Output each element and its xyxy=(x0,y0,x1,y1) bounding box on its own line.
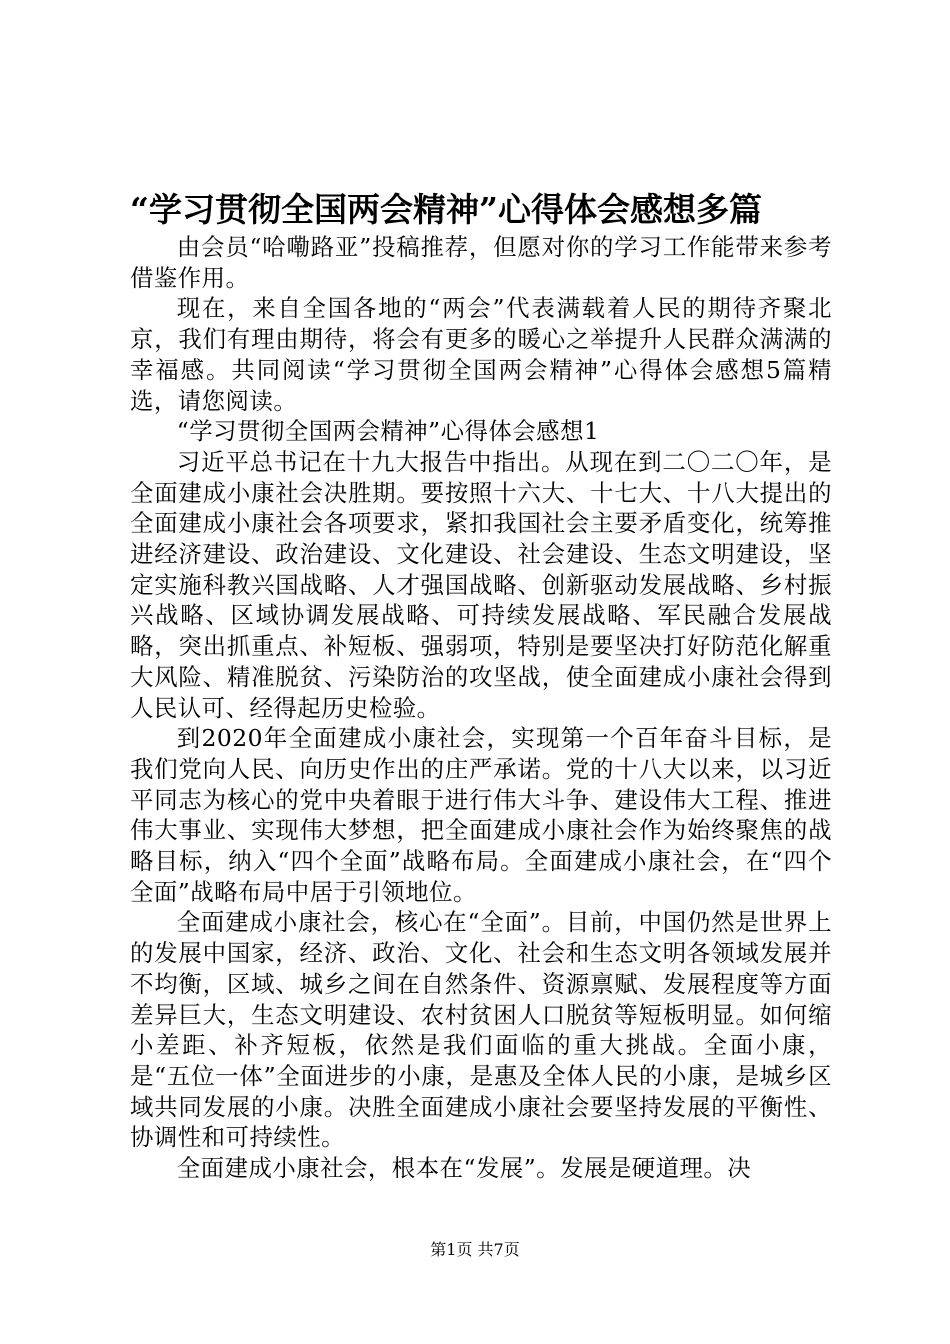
paragraph-lead: 现在，来自全国各地的“两会”代表满载着人民的期待齐聚北京，我们有理由期待，将会有更多的暖心之举提升人民群众满满的幸福感。共同阅读“学习贯彻全国两会精神”心得体会感想5篇精选，请您阅读。 xyxy=(130,294,832,415)
paragraph-intro: 由会员“哈嘞路亚”投稿推荐，但愿对你的学习工作能带来参考借鉴作用。 xyxy=(130,233,832,292)
document-title: “学习贯彻全国两会精神”心得体会感想多篇 xyxy=(130,190,762,229)
section-heading: “学习贯彻全国两会精神”心得体会感想1 xyxy=(176,417,600,446)
page-footer: 第1页 共7页 xyxy=(430,1240,520,1259)
document-body xyxy=(130,232,832,1184)
paragraph-body: 到2020年全面建成小康社会，实现第一个百年奋斗目标，是我们党向人民、向历史作出的庄严承诺。党的十八大以来，以习近平同志为核心的党中央着眼于进行伟大斗争、建设伟大工程、推进伟大事业、实现伟大梦想，把全面建成小康社会作为始终聚焦的战略目标，纳入“四个全面”战略布局。全面建成小康社会，在“四个全面”战略布局中居于引领地位。 xyxy=(130,724,832,906)
paragraph-body: 全面建成小康社会，根本在“发展”。发展是硬道理。决 xyxy=(176,1154,752,1183)
paragraph-body: 全面建成小康社会，核心在“全面”。目前，中国仍然是世界上的发展中国家，经济、政治、文化、社会和生态文明各领域发展并不均衡，区域、城乡之间在自然条件、资源禀赋、发展程度等方面差异巨大，生态文明建设、农村贫困人口脱贫等短板明显。如何缩小差距、补齐短板，依然是我们面临的重大挑战。全面小康，是“五位一体”全面进步的小康，是惠及全体人民的小康，是城乡区域共同发展的小康。决胜全面建成小康社会要坚持发展的平衡性、协调性和可持续性。 xyxy=(130,908,832,1152)
paragraph-body: 习近平总书记在十九大报告中指出。从现在到二〇二〇年，是全面建成小康社会决胜期。要按照十六大、十七大、十八大提出的全面建成小康社会各项要求，紧扣我国社会主要矛盾变化，统筹推进经济建设、政治建设、文化建设、社会建设、生态文明建设，坚定实施科教兴国战略、人才强国战略、创新驱动发展战略、乡村振兴战略、区域协调发展战略、可持续发展战略、军民融合发展战略，突出抓重点、补短板、强弱项，特别是要坚决打好防范化解重大风险、精准脱贫、污染防治的攻坚战，使全面建成小康社会得到人民认可、经得起历史检验。 xyxy=(130,447,832,722)
